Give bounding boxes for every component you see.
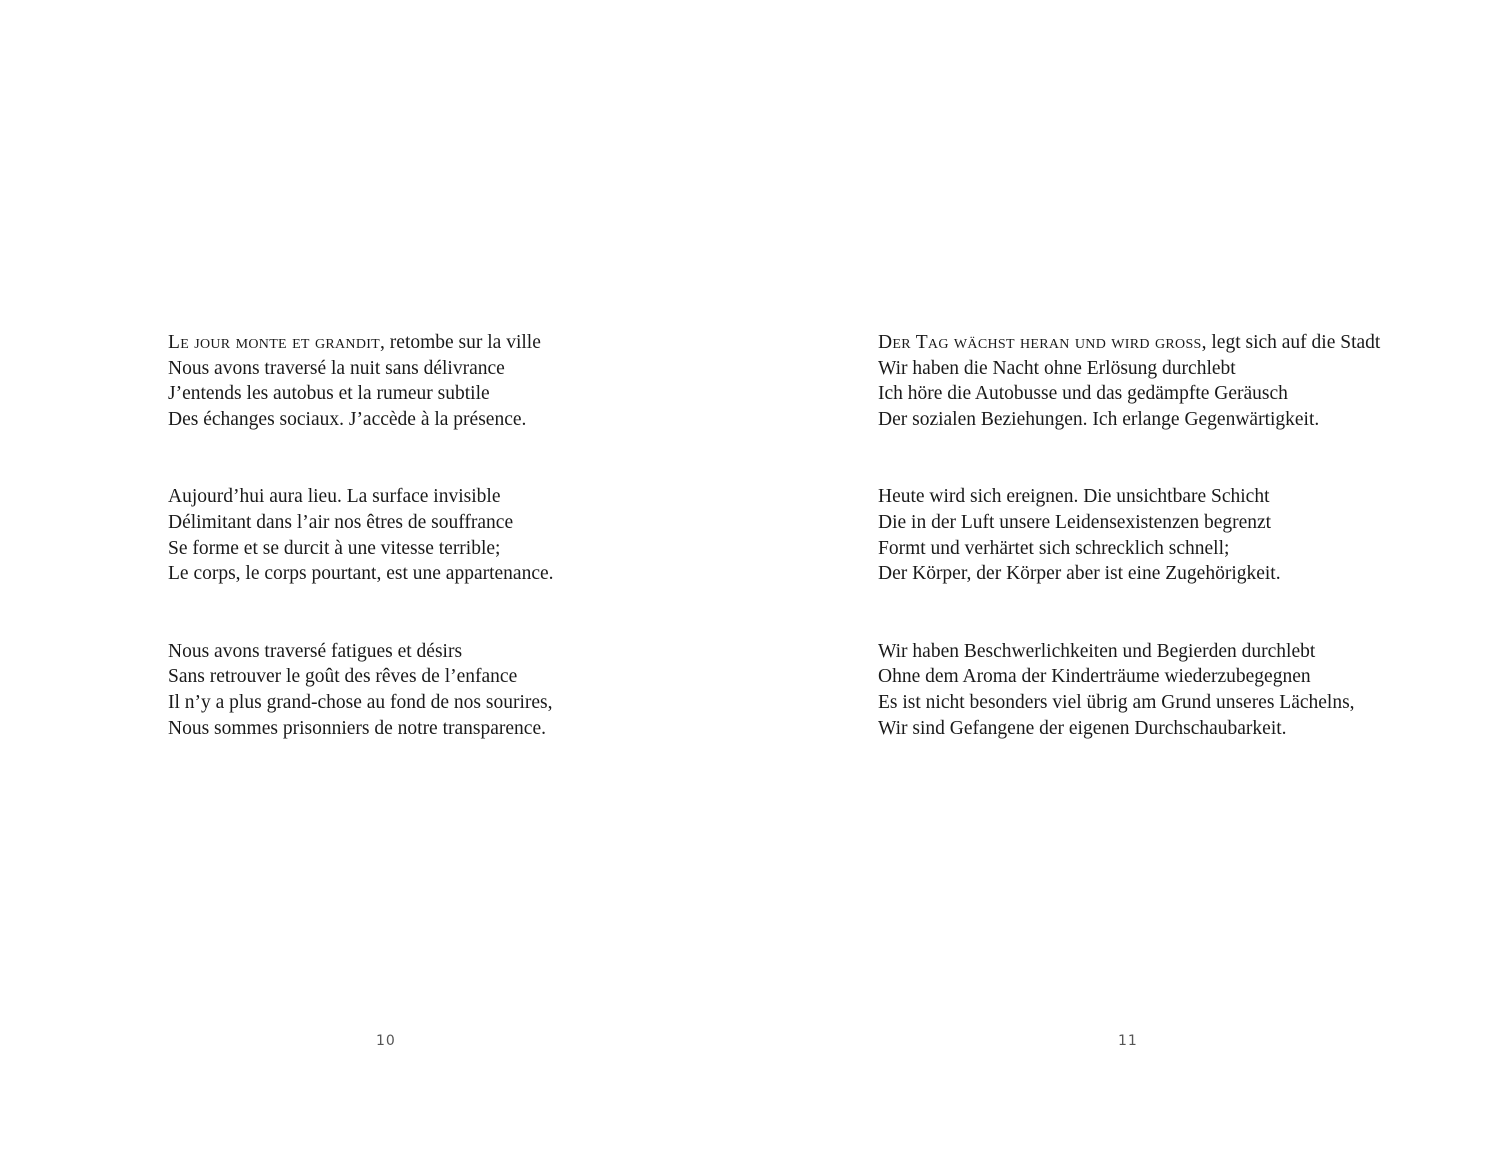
poem-line: Ohne dem Aroma der Kinderträume wiederzubegegnen [878, 666, 1311, 688]
stanza-2 [878, 484, 1380, 586]
line-rest: , retombe sur la ville [380, 332, 541, 353]
poem-line: Formt und verhärtet sich schrecklich schnell; [878, 537, 1230, 559]
stanza-1 [168, 330, 554, 432]
poem-line [168, 330, 554, 356]
poem-line: Heute wird sich ereignen. Die unsichtbare Schicht [878, 486, 1270, 508]
stanza-3 [168, 639, 554, 741]
poem-line: Aujourd’hui aura lieu. La surface invisible [168, 486, 501, 508]
poem-line: Wir sind Gefangene der eigenen Durchschaubarkeit. [878, 717, 1287, 739]
poem-line: Nous sommes prisonniers de notre transparence. [168, 717, 546, 739]
poem-line: Es ist nicht besonders viel übrig am Grund unseres Lächelns, [878, 691, 1355, 713]
stanza-3 [878, 639, 1380, 741]
poem-line: Wir haben die Nacht ohne Erlösung durchlebt [878, 357, 1236, 379]
incipit: Le jour monte et grandit [168, 332, 381, 353]
poem-line: Die in der Luft unsere Leidensexistenzen begrenzt [878, 511, 1272, 533]
poem-line: Nous avons traversé fatigues et désirs [168, 640, 463, 662]
incipit: Der Tag wächst heran und wird gross [878, 332, 1202, 353]
poem-german [878, 330, 1380, 793]
stanza-2 [168, 484, 554, 586]
poem-line: J’entends les autobus et la rumeur subtile [168, 383, 490, 405]
poem-line: Nous avons traversé la nuit sans délivrance [168, 357, 505, 379]
left-page [0, 0, 755, 1157]
poem-line: Der Körper, der Körper aber ist eine Zugehörigkeit. [878, 563, 1281, 585]
poem-line: Des échanges sociaux. J’accède à la présence. [168, 408, 527, 430]
poem-french [168, 330, 554, 793]
stanza-1 [878, 330, 1380, 432]
poem-line: Der sozialen Beziehungen. Ich erlange Gegenwärtigkeit. [878, 408, 1320, 430]
poem-line: Sans retrouver le goût des rêves de l’enfance [168, 666, 518, 688]
line-rest: , legt sich auf die Stadt [1201, 332, 1381, 353]
poem-line: Wir haben Beschwerlichkeiten und Begierden durchlebt [878, 640, 1316, 662]
poem-line: Ich höre die Autobusse und das gedämpfte Geräusch [878, 383, 1288, 405]
poem-line [878, 330, 1380, 356]
page-number: 11 [1118, 1033, 1138, 1049]
poem-line: Délimitant dans l’air nos êtres de souffrance [168, 511, 514, 533]
right-page [755, 0, 1511, 1157]
poem-line: Se forme et se durcit à une vitesse terrible; [168, 537, 501, 559]
page-number: 10 [376, 1033, 396, 1049]
poem-line: Il n’y a plus grand-chose au fond de nos sourires, [168, 691, 553, 713]
poem-line: Le corps, le corps pourtant, est une appartenance. [168, 563, 554, 585]
